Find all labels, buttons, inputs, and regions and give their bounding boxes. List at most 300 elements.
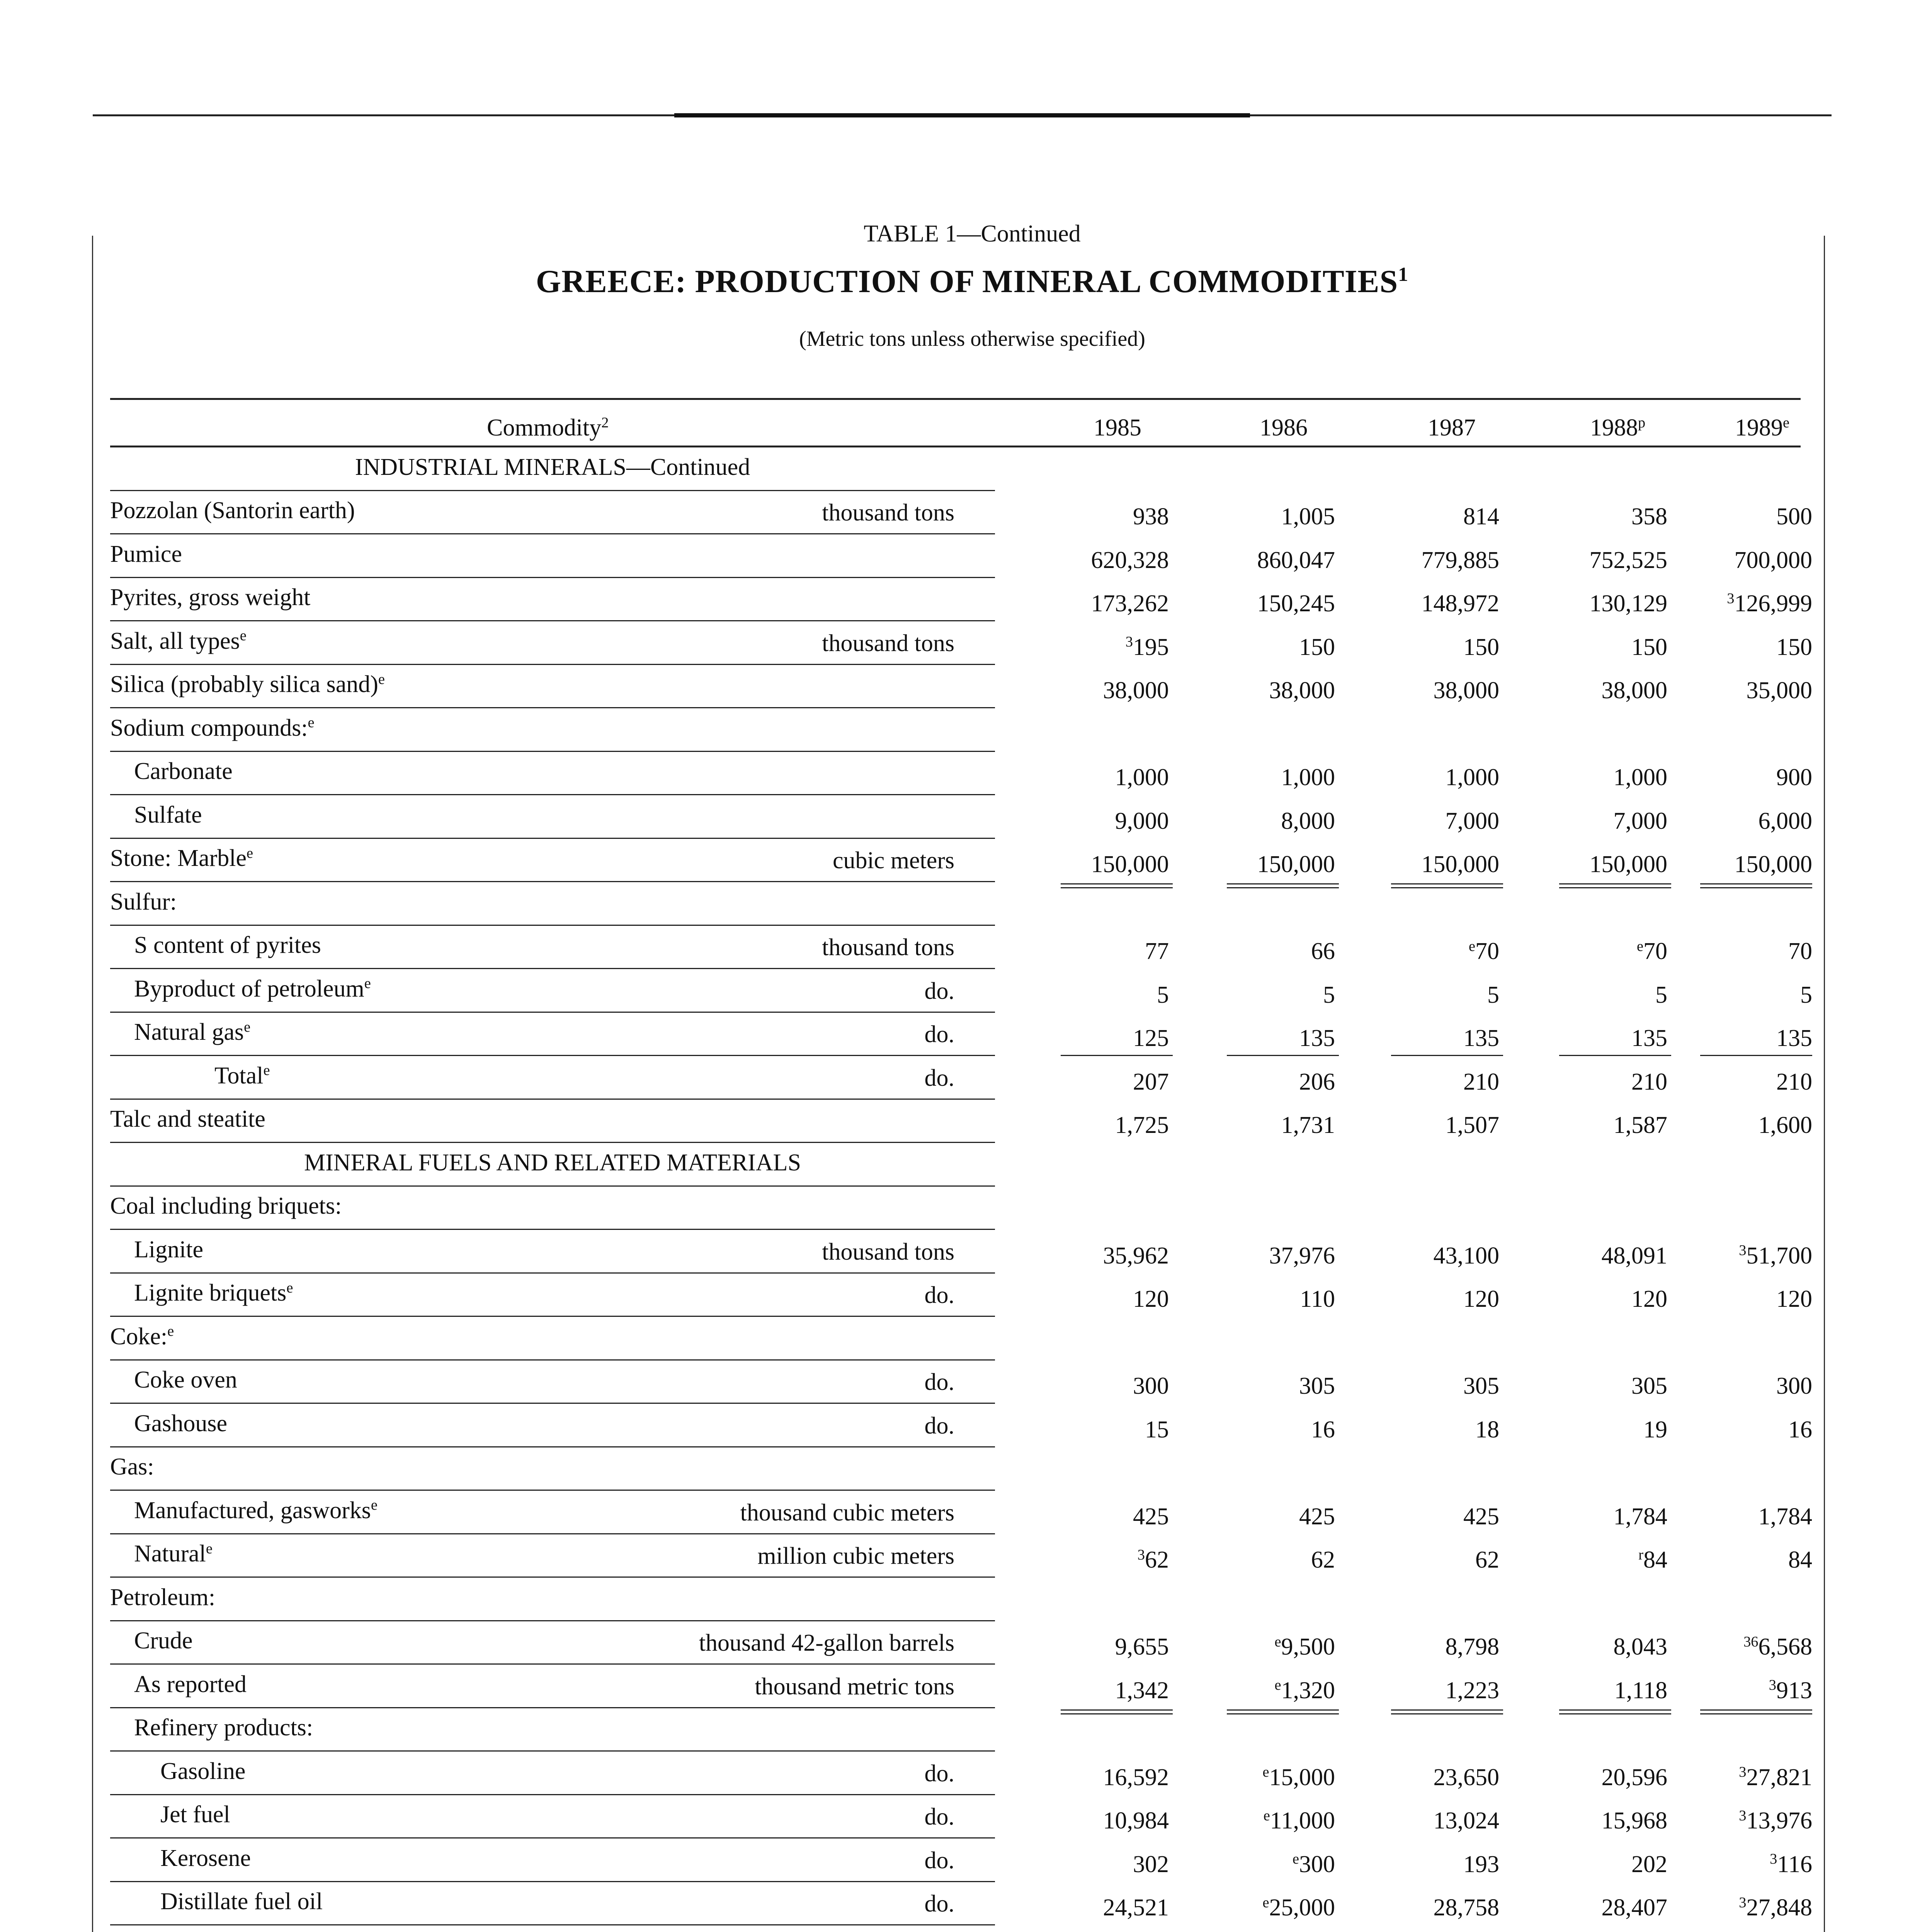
table-row (110, 1752, 1812, 1795)
row-label-text: Sodium compounds: (110, 714, 308, 741)
value-cell (1395, 1633, 1499, 1661)
value-text: 84 (1643, 1547, 1667, 1573)
row-label (134, 1366, 237, 1394)
table-row (110, 1404, 1812, 1447)
value-text: 5 (1323, 981, 1335, 1008)
row-label (110, 1105, 265, 1133)
row-label-text: Gas: (110, 1454, 154, 1480)
value-cell (1563, 1633, 1667, 1661)
value-text: 13,024 (1433, 1808, 1499, 1834)
value-text: 126,999 (1734, 590, 1812, 617)
value-text: 195 (1133, 634, 1169, 660)
value-text: 135 (1299, 1025, 1335, 1051)
row-label (110, 628, 247, 655)
value-cell (1563, 1894, 1667, 1922)
table-row (110, 1187, 1801, 1230)
value-cell (1563, 634, 1667, 661)
row-label (134, 1671, 247, 1698)
value-cell (1065, 634, 1169, 661)
row-label-text: Sulfate (134, 801, 202, 828)
value-text: 43,100 (1433, 1242, 1499, 1269)
value-footnote: 36 (1743, 1633, 1759, 1650)
table-row (110, 534, 1812, 578)
value-text: 938 (1133, 503, 1169, 530)
value-cell (1563, 1764, 1667, 1791)
value-cell (1231, 1677, 1335, 1704)
year-header-1988 (1590, 414, 1645, 442)
row-label-text: Gashouse (134, 1410, 228, 1437)
row-label (134, 1540, 213, 1568)
value-cell (1231, 590, 1335, 617)
value-text: 358 (1631, 503, 1667, 530)
value-footnote: e (1292, 1851, 1299, 1867)
value-text: 11,000 (1270, 1808, 1335, 1834)
row-label-text: Lignite (134, 1236, 204, 1263)
value-cell (1231, 938, 1335, 965)
value-text: 51,700 (1746, 1242, 1812, 1269)
value-text: 1,223 (1445, 1677, 1499, 1704)
row-label-text: S content of pyrites (134, 932, 321, 958)
table-row (110, 1447, 1801, 1491)
value-text: 1,507 (1445, 1112, 1499, 1138)
value-cell (1231, 1416, 1335, 1444)
row-label (110, 888, 177, 916)
section-header-row (110, 447, 1801, 491)
row-label-text: Petroleum: (110, 1584, 216, 1611)
row-label (110, 541, 182, 568)
value-cell (1065, 1242, 1169, 1270)
value-text: 35,962 (1103, 1242, 1169, 1269)
table-row (110, 1665, 1812, 1708)
value-footnote: e (1262, 1894, 1269, 1911)
value-footnote: e (1262, 1764, 1269, 1781)
value-cell (1563, 1851, 1667, 1878)
value-cell (1065, 1025, 1169, 1052)
value-text: 425 (1133, 1503, 1169, 1530)
value-text: 135 (1776, 1025, 1812, 1051)
row-label (134, 1627, 193, 1655)
value-text: 28,758 (1433, 1895, 1499, 1921)
row-unit: do. (924, 1282, 954, 1308)
value-text: 7,000 (1613, 808, 1667, 834)
value-text: 5 (1800, 981, 1812, 1008)
value-text: 15,968 (1601, 1808, 1667, 1834)
row-label (134, 1410, 227, 1437)
row-label-text: Silica (probably silica sand) (110, 671, 378, 697)
value-text: 210 (1776, 1068, 1812, 1095)
value-footnote: 3 (1739, 1764, 1747, 1781)
value-text: 150,000 (1091, 851, 1169, 878)
value-text: 25,000 (1269, 1895, 1335, 1921)
value-cell (1708, 1764, 1812, 1791)
value-text: 70 (1643, 938, 1667, 964)
value-text: 305 (1463, 1373, 1499, 1399)
value-cell (1708, 764, 1812, 791)
value-cell (1563, 1503, 1667, 1531)
row-label (214, 1062, 270, 1090)
row-label-text: Pozzolan (Santorin earth) (110, 497, 355, 524)
value-cell (1395, 851, 1499, 878)
value-cell (1563, 503, 1667, 531)
value-cell (1065, 1286, 1169, 1313)
value-cell (1065, 1894, 1169, 1922)
value-cell (1563, 590, 1667, 617)
value-cell (1563, 981, 1667, 1009)
value-text: 120 (1631, 1286, 1667, 1312)
value-cell (1563, 1068, 1667, 1096)
row-label (134, 801, 202, 829)
value-text: 1,725 (1115, 1112, 1169, 1138)
value-cell (1231, 981, 1335, 1009)
value-text: 27,848 (1746, 1895, 1812, 1921)
value-cell (1395, 1677, 1499, 1704)
top-rule-heavy (674, 113, 1250, 117)
value-text: 150,000 (1421, 851, 1499, 878)
row-label-text: Stone: Marble (110, 845, 247, 871)
row-unit: thousand cubic meters (740, 1499, 954, 1526)
row-label-text: Total (214, 1062, 264, 1089)
row-label (110, 845, 253, 872)
year-header-sup: e (1783, 414, 1790, 431)
value-cell (1563, 1286, 1667, 1313)
value-text: 150 (1299, 634, 1335, 660)
value-cell (1708, 1416, 1812, 1444)
row-label-footnote: e (244, 1019, 251, 1035)
table-row (110, 1056, 1812, 1100)
value-cell (1065, 851, 1169, 878)
row-label (134, 1236, 203, 1264)
value-text: 1,587 (1613, 1112, 1667, 1138)
value-cell (1231, 1546, 1335, 1574)
row-unit: cubic meters (832, 847, 954, 874)
value-text: 700,000 (1734, 547, 1812, 573)
value-text: 120 (1133, 1286, 1169, 1312)
table-row (110, 1534, 1812, 1578)
value-cell (1708, 1372, 1812, 1400)
row-unit: do. (924, 1412, 954, 1439)
table-header (110, 398, 1801, 447)
row-unit: thousand tons (822, 500, 954, 526)
value-text: 8,000 (1281, 808, 1335, 834)
right-margin-rule (1824, 236, 1825, 1932)
table-row (110, 1708, 1801, 1752)
table-title (0, 263, 1932, 300)
value-text: 9,500 (1281, 1634, 1335, 1660)
value-text: 860,047 (1257, 547, 1335, 573)
value-footnote: 3 (1739, 1807, 1747, 1824)
value-text: 500 (1776, 503, 1812, 530)
table-row (110, 1361, 1812, 1404)
value-text: 1,320 (1281, 1677, 1335, 1704)
value-text: 300 (1776, 1373, 1812, 1399)
value-text: 20,596 (1601, 1764, 1667, 1791)
row-label-footnote: e (371, 1497, 378, 1514)
table-row (110, 1925, 1801, 1932)
value-footnote: e (1263, 1807, 1270, 1824)
table-row (110, 1100, 1812, 1143)
value-cell (1563, 851, 1667, 878)
section-header-row (110, 1143, 1801, 1187)
value-cell (1708, 1286, 1812, 1313)
year-header-1985 (1094, 414, 1141, 442)
value-footnote: e (1468, 938, 1475, 954)
value-text: 300 (1299, 1851, 1335, 1878)
value-text: 1,600 (1758, 1112, 1812, 1138)
value-text: 116 (1777, 1851, 1812, 1878)
value-cell (1065, 590, 1169, 617)
row-unit: thousand tons (822, 630, 954, 656)
value-text: 15,000 (1269, 1764, 1335, 1791)
row-label-text: Coke oven (134, 1367, 237, 1393)
value-cell (1231, 1025, 1335, 1052)
year-header-text: 1989 (1735, 415, 1783, 441)
table-label: TABLE 1—Continued (864, 221, 1081, 247)
value-cell (1231, 764, 1335, 791)
value-cell (1395, 1025, 1499, 1052)
row-label-text: Natural gas (134, 1019, 244, 1045)
value-text: 37,976 (1269, 1242, 1335, 1269)
value-cell (1065, 1807, 1169, 1835)
value-text: 62 (1475, 1547, 1499, 1573)
value-text: 305 (1299, 1373, 1335, 1399)
value-text: 18 (1475, 1416, 1499, 1443)
value-cell (1708, 851, 1812, 878)
value-text: 9,655 (1115, 1634, 1169, 1660)
table-row (110, 708, 1801, 752)
row-unit: do. (924, 978, 954, 1004)
value-cell (1231, 808, 1335, 835)
value-cell (1708, 590, 1812, 617)
table-row (110, 1274, 1812, 1317)
value-text: 5 (1655, 981, 1667, 1008)
value-cell (1395, 1851, 1499, 1878)
value-cell (1065, 1416, 1169, 1444)
table-row (110, 1013, 1812, 1056)
value-cell (1563, 808, 1667, 835)
value-text: 814 (1463, 503, 1499, 530)
value-text: 206 (1299, 1068, 1335, 1095)
row-label-text: Distillate fuel oil (160, 1888, 323, 1915)
value-cell (1231, 1851, 1335, 1878)
value-cell (1395, 981, 1499, 1009)
row-label (110, 1192, 342, 1220)
value-cell (1708, 1677, 1812, 1704)
row-label-text: Sulfur: (110, 888, 177, 915)
row-label-text: INDUSTRIAL MINERALS—Continued (355, 454, 750, 480)
value-text: 15 (1145, 1416, 1169, 1443)
year-header-1987 (1428, 414, 1476, 442)
left-margin-rule (92, 236, 93, 1932)
value-cell (1065, 1851, 1169, 1878)
value-cell (1708, 1807, 1812, 1835)
value-text: 16,592 (1103, 1764, 1169, 1791)
value-text: 900 (1776, 764, 1812, 791)
value-text: 8,798 (1445, 1634, 1499, 1660)
value-cell (1708, 1068, 1812, 1096)
value-cell (1395, 1764, 1499, 1791)
row-label-footnote: e (206, 1540, 213, 1557)
row-label (134, 932, 321, 959)
table-row (110, 1317, 1801, 1361)
row-label-text: Coal including briquets: (110, 1193, 342, 1219)
value-cell (1563, 1372, 1667, 1400)
value-cell (1231, 677, 1335, 704)
value-footnote: 3 (1125, 634, 1133, 650)
row-label (160, 1758, 245, 1785)
table-row (110, 491, 1812, 535)
value-text: 620,328 (1091, 547, 1169, 573)
table-row (110, 795, 1812, 839)
table-row (110, 1230, 1812, 1274)
value-cell (1065, 547, 1169, 574)
value-text: 110 (1300, 1286, 1335, 1312)
value-cell (1708, 1633, 1812, 1661)
row-label-text: Pumice (110, 541, 182, 567)
value-text: 210 (1463, 1068, 1499, 1095)
row-unit: thousand tons (822, 934, 954, 961)
value-text: 913 (1776, 1677, 1812, 1704)
row-unit: do. (924, 1804, 954, 1830)
value-cell (1708, 1546, 1812, 1574)
value-text: 16 (1311, 1416, 1335, 1443)
row-label-text: Byproduct of petroleum (134, 975, 364, 1002)
row-label (160, 1888, 323, 1915)
value-text: 1,000 (1115, 764, 1169, 791)
row-unit: do. (924, 1065, 954, 1091)
value-cell (1708, 1851, 1812, 1878)
value-cell (1395, 764, 1499, 791)
value-cell (1065, 808, 1169, 835)
value-text: 6,000 (1758, 808, 1812, 834)
value-text: 150,245 (1257, 590, 1335, 617)
value-cell (1065, 981, 1169, 1009)
row-label-text: Crude (134, 1628, 193, 1654)
year-header-sup: p (1638, 414, 1646, 431)
value-footnote: 3 (1727, 590, 1735, 607)
value-text: 150 (1776, 634, 1812, 660)
row-label (134, 1019, 250, 1046)
value-text: 1,000 (1613, 764, 1667, 791)
value-footnote: e (1274, 1633, 1281, 1650)
row-label (134, 758, 233, 785)
value-text: 23,650 (1433, 1764, 1499, 1791)
value-cell (1231, 1286, 1335, 1313)
row-unit: thousand 42-gallon barrels (699, 1630, 954, 1656)
table-row (110, 1621, 1812, 1665)
value-cell (1395, 634, 1499, 661)
value-cell (1065, 938, 1169, 965)
row-label-text: Kerosene (160, 1845, 251, 1871)
value-cell (1563, 1242, 1667, 1270)
value-text: 13,976 (1746, 1808, 1812, 1834)
value-cell (1395, 1503, 1499, 1531)
table-row (110, 882, 1801, 926)
value-cell (1708, 634, 1812, 661)
table-row (110, 1578, 1801, 1621)
year-header-text: 1987 (1428, 415, 1476, 441)
row-label-footnote: e (378, 671, 385, 687)
value-cell (1231, 1068, 1335, 1096)
value-cell (1708, 503, 1812, 531)
value-text: 173,262 (1091, 590, 1169, 617)
row-label-footnote: e (308, 714, 315, 731)
row-label-text: Manufactured, gasworks (134, 1497, 371, 1524)
row-label (110, 714, 315, 742)
value-text: 150,000 (1734, 851, 1812, 878)
table-row (110, 1882, 1812, 1926)
row-unit: do. (924, 1369, 954, 1395)
value-footnote: 3 (1770, 1851, 1777, 1867)
value-cell (1395, 590, 1499, 617)
value-text: 1,118 (1614, 1677, 1667, 1704)
value-cell (1231, 503, 1335, 531)
value-text: 150,000 (1589, 851, 1667, 878)
row-unit: million cubic meters (757, 1543, 954, 1569)
value-cell (1395, 938, 1499, 965)
value-cell (1395, 1372, 1499, 1400)
value-cell (1065, 1546, 1169, 1574)
value-cell (1231, 547, 1335, 574)
value-text: 150 (1463, 634, 1499, 660)
value-cell (1065, 1112, 1169, 1139)
row-label (110, 584, 310, 611)
value-footnote: 3 (1739, 1894, 1747, 1911)
row-label-text: Coke: (110, 1323, 168, 1350)
value-cell (1065, 1764, 1169, 1791)
value-text: 150 (1631, 634, 1667, 660)
value-text: 150,000 (1257, 851, 1335, 878)
value-cell (1395, 808, 1499, 835)
table-row (110, 1838, 1812, 1882)
value-cell (1231, 1372, 1335, 1400)
value-text: 28,407 (1601, 1895, 1667, 1921)
commodity-header-footnote: 2 (601, 414, 609, 431)
value-cell (1065, 677, 1169, 704)
value-text: 300 (1133, 1373, 1169, 1399)
value-text: 202 (1631, 1851, 1667, 1878)
row-label-footnote: e (240, 628, 247, 644)
value-cell (1563, 1807, 1667, 1835)
value-text: 38,000 (1103, 677, 1169, 704)
value-cell (1065, 1372, 1169, 1400)
value-cell (1065, 764, 1169, 791)
value-text: 148,972 (1421, 590, 1499, 617)
value-cell (1563, 1025, 1667, 1052)
value-text: 38,000 (1269, 677, 1335, 704)
value-text: 84 (1788, 1547, 1812, 1573)
value-cell (1231, 1894, 1335, 1922)
value-cell (1395, 1286, 1499, 1313)
value-text: 70 (1788, 938, 1812, 964)
value-cell (1395, 547, 1499, 574)
table-title-text: GREECE: PRODUCTION OF MINERAL COMMODITIES (536, 264, 1398, 299)
row-label-text: Carbonate (134, 758, 233, 784)
table-row (110, 1491, 1812, 1534)
value-cell (1563, 677, 1667, 704)
value-cell (1231, 1112, 1335, 1139)
year-header-text: 1988 (1590, 415, 1638, 441)
row-label (110, 1149, 995, 1177)
value-cell (1231, 634, 1335, 661)
value-text: 9,000 (1115, 808, 1169, 834)
value-cell (1395, 1068, 1499, 1096)
value-text: 6,568 (1758, 1634, 1812, 1660)
value-text: 77 (1145, 938, 1169, 964)
production-table (110, 398, 1812, 1932)
row-label (110, 1584, 215, 1611)
value-cell (1708, 1503, 1812, 1531)
value-cell (1563, 1112, 1667, 1139)
